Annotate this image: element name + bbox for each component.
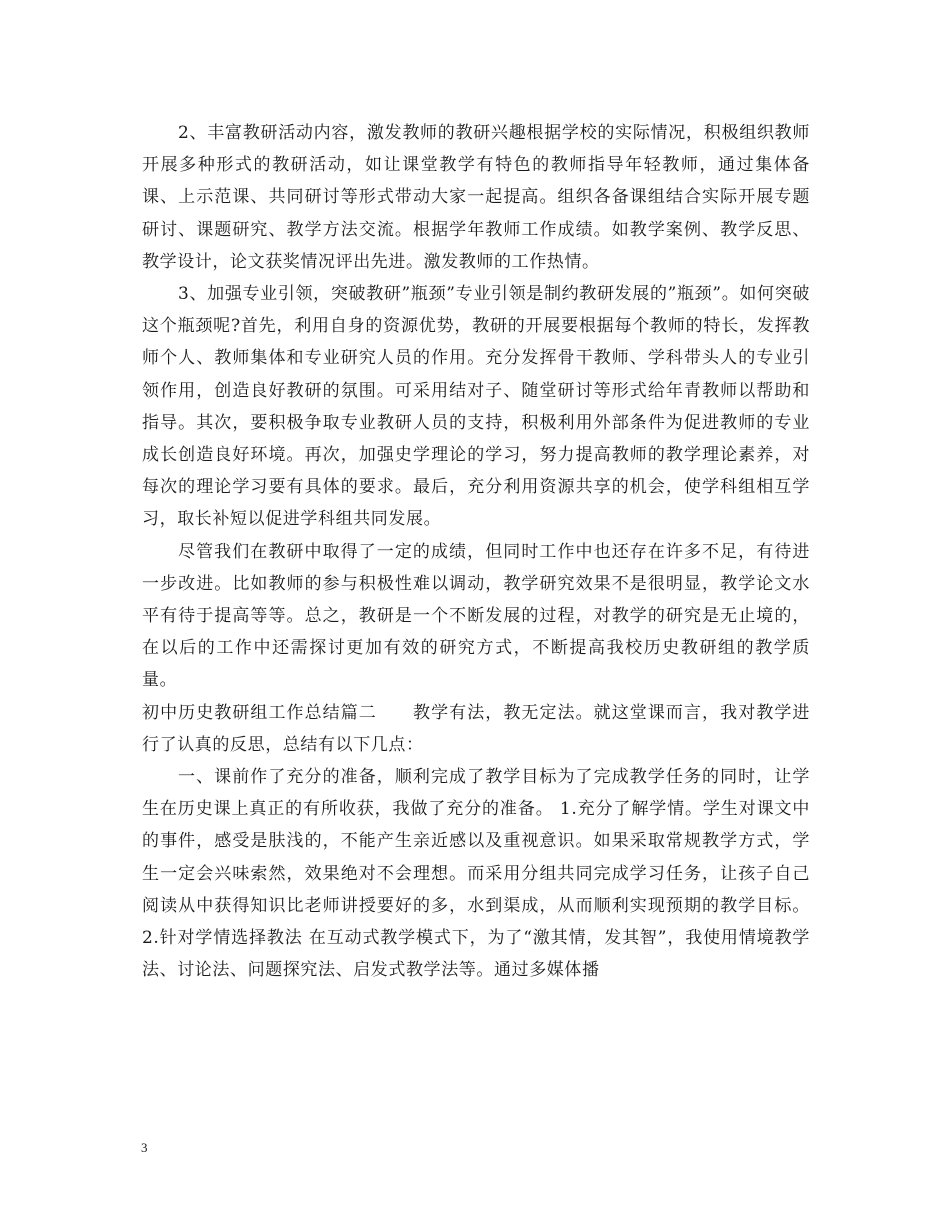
page-number: 3 bbox=[141, 1140, 148, 1155]
paragraph-enrich-activities: 2、丰富教研活动内容，激发教师的教研兴趣根据学校的实际情况，积极组织教师开展多种形式的教研活动，如让课堂教学有特色的教师指导年轻教师，通过集体备课、上示范课、共同研讨等形式带动大家一起提高。组织各备课组结合实际开展专题研讨、课题研究、教学方法交流。根据学年教师工作成绩。如教学案例、教学反思、教学设计，论文获奖情况评出先进。激发教师的工作热情。 bbox=[142, 123, 810, 272]
paragraph-preparation: 一、课前作了充分的准备，顺利完成了教学目标为了完成教学任务的同时，让学生在历史课上真正的有所收获，我做了充分的准备。 1.充分了解学情。学生对课文中的事件，感受是肤浅的，不能产生亲近感以及重视意识。如果采取常规教学方式，学生一定会兴味索然，效果绝对不会理想。而采用分组共同完成学习任务，让孩子自己阅读从中获得知识比老师讲授要好的多，水到渠成，从而顺利实现预期的教学目标。 2.针对学情选择教法 在互动式教学模式下，为了“激其情，发其智”，我使用情境教学法、讨论法、问题探究法、启发式教学法等。通过多媒体播 bbox=[142, 767, 810, 981]
paragraph-shortcomings: 尽管我们在教研中取得了一定的成绩，但同时工作中也还存在许多不足，有待进一步改进。比如教师的参与积极性难以调动，教学研究效果不是很明显，教学论文水平有待于提高等等。总之，教研是一个不断发展的过程，对教学的研究是无止境的，在以后的工作中还需探讨更加有效的研究方式，不断提高我校历史教研组的教学质量。 bbox=[142, 541, 810, 691]
paragraph-professional-guidance: 3、加强专业引领，突破教研”瓶颈”专业引领是制约教研发展的”瓶颈”。如何突破这个瓶颈呢?首先，利用自身的资源优势，教研的开展要根据每个教师的特长，发挥教师个人、教师集体和专业研究人员的作用。充分发挥骨干教师、学科带头人的专业引领作用，创造良好教研的氛围。可采用结对子、随堂研讨等形式给年青教师以帮助和指导。其次，要积极争取专业教研人员的支持，积极利用外部条件为促进教师的专业成长创造良好环境。再次，加强史学理论的学习，努力提高教师的教学理论素养，对每次的理论学习要有具体的要求。最后，充分利用资源共享的机会，使学科组相互学习，取长补短以促进学科组共同发展。 bbox=[142, 284, 810, 530]
document-body bbox=[142, 117, 810, 986]
paragraph-section-two-heading: 初中历史教研组工作总结篇二 教学有法，教无定法。就这堂课而言，我对教学进行了认真的反思，总结有以下几点： bbox=[142, 702, 810, 755]
